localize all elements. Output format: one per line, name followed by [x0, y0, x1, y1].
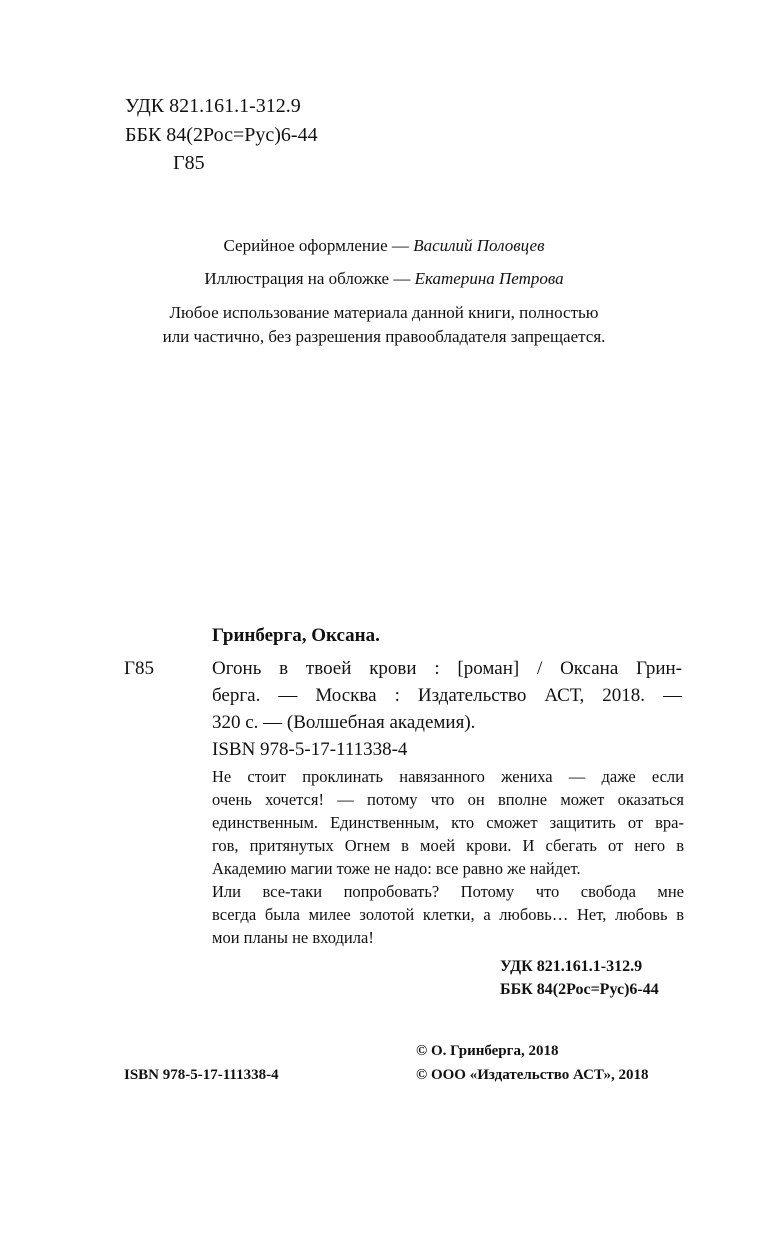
annotation: [212, 765, 684, 949]
cover-illustration-name: Екатерина Петрова: [414, 269, 564, 288]
annotation-line: Академию магии тоже не надо: все равно же найдет.: [212, 859, 581, 878]
series-design-label: Серийное оформление —: [223, 236, 414, 255]
catalog-author-mark: Г85: [124, 658, 154, 679]
copyright-notice-line1: Любое использование материала данной книги, полностью: [169, 303, 599, 322]
header-author-mark: Г85: [173, 152, 205, 174]
annotation-line: всегда была милее золотой клетки, а любовь… Нет, любовь в: [212, 905, 684, 924]
catalog-description-line3: 320 с. — (Волшебная академия).: [212, 712, 476, 733]
annotation-line: мои планы не входила!: [212, 928, 374, 947]
catalog-description-line2: берга. — Москва : Издательство АСТ, 2018. —: [212, 685, 682, 706]
footer-copyright-publisher: © ООО «Издательство АСТ», 2018: [416, 1067, 649, 1083]
cover-illustration-credit: [0, 269, 768, 289]
cover-illustration-label: Иллюстрация на обложке —: [204, 269, 415, 288]
footer-udk-code: УДК 821.161.1-312.9: [500, 958, 643, 975]
catalog-description: [212, 658, 682, 739]
series-design-name: Василий Половцев: [413, 236, 545, 255]
annotation-line: очень хочется! — потому что он вполне может оказаться: [212, 790, 684, 809]
annotation-line: единственным. Единственным, кто сможет защитить от вра-: [212, 813, 684, 832]
footer-copyright-author: © О. Гринберга, 2018: [416, 1043, 559, 1059]
annotation-line: гов, притянутых Огнем в моей крови. И сбегать от него в: [212, 836, 684, 855]
copyright-notice-line2: или частично, без разрешения правообладателя запрещается.: [162, 327, 606, 346]
series-design-credit: [0, 236, 768, 256]
annotation-line: Не стоит проклинать навязанного жениха — даже если: [212, 767, 684, 786]
header-bbk-code: ББК 84(2Рос=Рус)6-44: [125, 124, 318, 146]
catalog-author-heading: Гринберга, Оксана.: [212, 625, 380, 646]
annotation-line: Или все-таки попробовать? Потому что свобода мне: [212, 882, 684, 901]
footer-bbk-code: ББК 84(2Рос=Рус)6-44: [500, 981, 659, 998]
catalog-description-line1: Огонь в твоей крови : [роман] / Оксана Грин-: [212, 658, 682, 679]
catalog-isbn: ISBN 978-5-17-111338-4: [212, 739, 408, 760]
header-udk-code: УДК 821.161.1-312.9: [125, 95, 301, 117]
footer-isbn: ISBN 978-5-17-111338-4: [124, 1067, 279, 1083]
